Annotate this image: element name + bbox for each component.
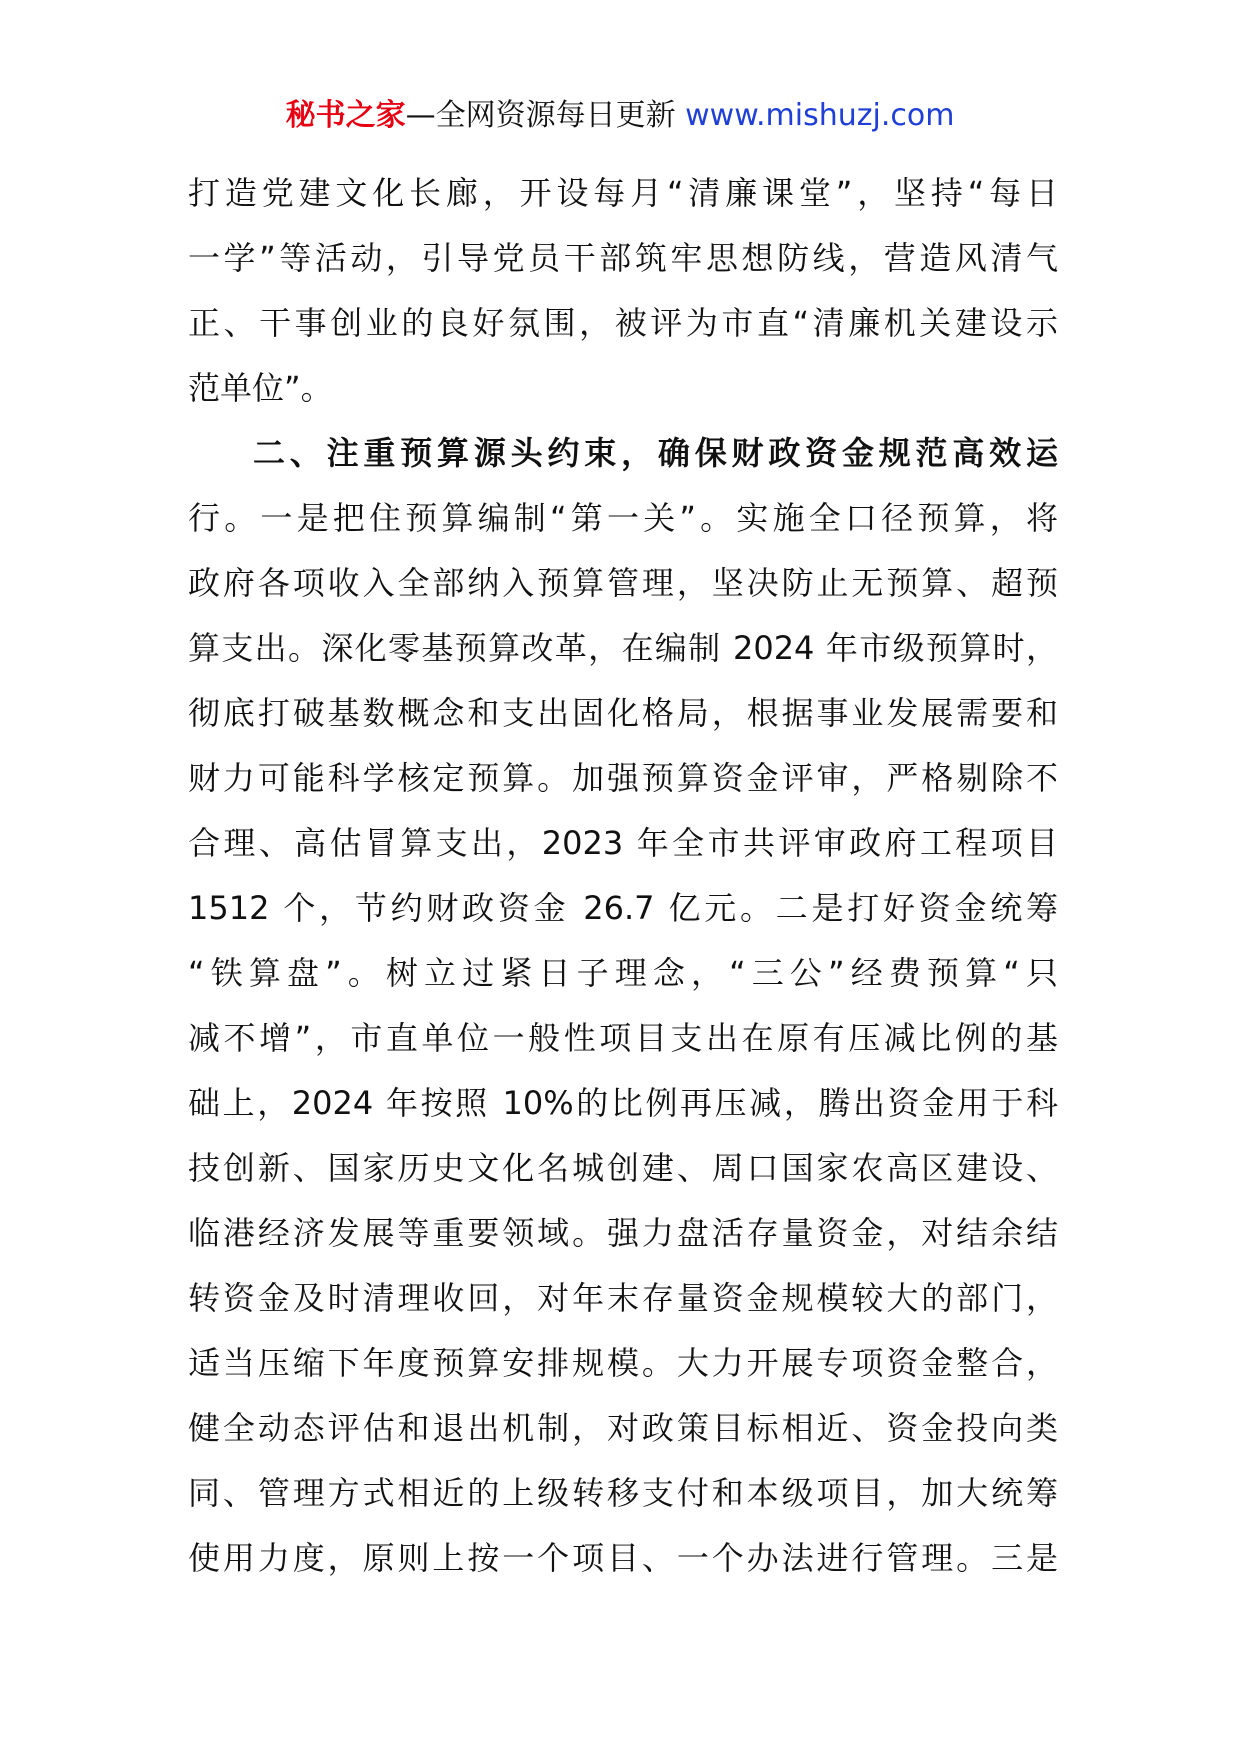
paragraph-line: “铁算盘”。树立过紧日子理念，“三公”经费预算“只 bbox=[188, 954, 1058, 992]
paragraph-line: 彻底打破基数概念和支出固化格局，根据事业发展需要和 bbox=[188, 694, 1058, 732]
paragraph-line: 一学”等活动，引导党员干部筑牢思想防线，营造风清气 bbox=[188, 239, 1058, 277]
paragraph-2 bbox=[188, 421, 1058, 1591]
paragraph-line: 减不增”，市直单位一般性项目支出在原有压减比例的基 bbox=[188, 1019, 1058, 1057]
paragraph-line: 政府各项收入全部纳入预算管理，坚决防止无预算、超预 bbox=[188, 564, 1058, 602]
paragraph-line: 健全动态评估和退出机制，对政策目标相近、资金投向类 bbox=[188, 1409, 1058, 1447]
paragraph-line: 合理、高估冒算支出，2023 年全市共评审政府工程项目 bbox=[188, 824, 1058, 862]
paragraph-line: 范单位”。 bbox=[188, 369, 333, 407]
paragraph-line: 临港经济发展等重要领域。强力盘活存量资金，对结余结 bbox=[188, 1214, 1058, 1252]
paragraph-1 bbox=[188, 161, 1058, 421]
section-heading: 二、注重预算源头约束，确保财政资金规范高效运 bbox=[253, 434, 1058, 472]
paragraph-line: 行。一是把住预算编制“第一关”。实施全口径预算，将 bbox=[188, 499, 1058, 537]
site-brand-name: 秘书之家 bbox=[285, 98, 406, 133]
site-url-link[interactable]: www.mishuzj.com bbox=[685, 98, 955, 133]
paragraph-line: 适当压缩下年度预算安排规模。大力开展专项资金整合， bbox=[188, 1344, 1058, 1382]
paragraph-line: 使用力度，原则上按一个项目、一个办法进行管理。三是 bbox=[188, 1539, 1058, 1577]
paragraph-line: 技创新、国家历史文化名城创建、周口国家农高区建设、 bbox=[188, 1149, 1058, 1187]
paragraph-line: 财力可能科学核定预算。加强预算资金评审，严格剔除不 bbox=[188, 759, 1058, 797]
paragraph-line: 打造党建文化长廊，开设每月“清廉课堂”，坚持“每日 bbox=[188, 174, 1058, 212]
paragraph-line: 转资金及时清理收回，对年末存量资金规模较大的部门， bbox=[188, 1279, 1058, 1317]
document-body bbox=[188, 161, 1058, 1591]
site-header bbox=[0, 96, 1240, 136]
paragraph-line: 1512 个，节约财政资金 26.7 亿元。二是打好资金统筹 bbox=[188, 889, 1058, 927]
paragraph-line: 正、干事创业的良好氛围，被评为市直“清廉机关建设示 bbox=[188, 304, 1058, 342]
site-slogan: —全网资源每日更新 bbox=[405, 98, 686, 133]
paragraph-line: 同、管理方式相近的上级转移支付和本级项目，加大统筹 bbox=[188, 1474, 1058, 1512]
paragraph-line: 算支出。深化零基预算改革，在编制 2024 年市级预算时， bbox=[188, 629, 1058, 667]
paragraph-line: 础上，2024 年按照 10%的比例再压减，腾出资金用于科 bbox=[188, 1084, 1058, 1122]
